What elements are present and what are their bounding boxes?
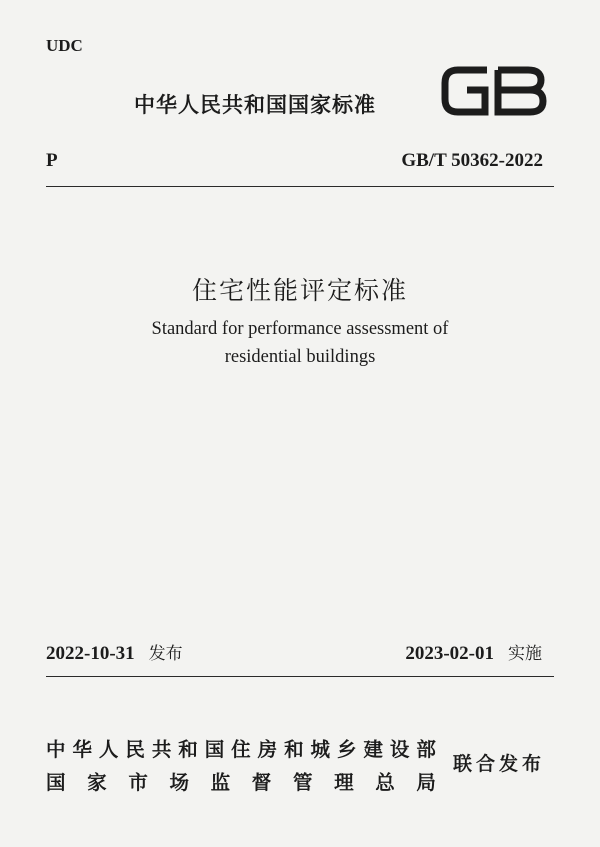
title-english	[0, 315, 600, 371]
issuer-char: 管	[292, 771, 313, 794]
issuer-char: 场	[169, 771, 189, 794]
implement-label: 实施	[508, 644, 542, 664]
issue-date: 2022-10-31	[46, 643, 135, 664]
issuer-char: 中	[46, 738, 66, 761]
issuer-char: 国	[204, 738, 225, 761]
issuer-char: 人	[98, 738, 119, 761]
issuer-char: 局	[416, 771, 436, 794]
gb-logo-icon	[440, 63, 548, 119]
issuer-char: 房	[257, 738, 278, 761]
issuer-char: 设	[389, 738, 410, 761]
issue-date-block	[46, 639, 183, 665]
issuer-char: 和	[284, 738, 304, 761]
udc-label: UDC	[46, 36, 83, 55]
issuing-authorities	[46, 733, 436, 799]
implement-date: 2023-02-01	[405, 643, 494, 664]
issuer-char: 华	[72, 738, 92, 761]
bottom-divider	[46, 676, 554, 677]
title-english-line2: residential buildings	[224, 347, 376, 367]
national-standard-heading: 中华人民共和国国家标准	[134, 93, 376, 117]
issuer-char: 共	[151, 738, 172, 761]
issuer-char: 总	[375, 771, 395, 794]
issuer-line-2	[46, 766, 436, 799]
issuer-char: 家	[87, 771, 107, 794]
issuer-char: 城	[310, 738, 331, 761]
implement-date-block	[405, 639, 542, 665]
issuer-char: 国	[46, 771, 66, 794]
issuer-char: 民	[125, 738, 145, 761]
issuer-char: 部	[416, 738, 436, 761]
issuer-char: 乡	[336, 738, 357, 761]
issuer-char: 建	[363, 738, 383, 761]
top-divider	[46, 186, 554, 187]
issue-label: 发布	[148, 644, 183, 664]
issuer-char: 住	[231, 738, 251, 761]
issuer-char: 督	[251, 771, 272, 794]
issuer-char: 市	[128, 771, 148, 794]
joint-issue-label: 联合发布	[453, 753, 546, 775]
issuer-line-1	[46, 733, 436, 766]
title-english-line1: Standard for performance assessment of	[151, 319, 449, 339]
issuer-char: 理	[334, 771, 354, 794]
title-chinese: 住宅性能评定标准	[191, 276, 408, 305]
issuer-char: 监	[210, 771, 231, 794]
issuer-char: 和	[178, 738, 198, 761]
standard-number: GB/T 50362-2022	[401, 150, 543, 171]
classification-code: P	[46, 150, 58, 171]
